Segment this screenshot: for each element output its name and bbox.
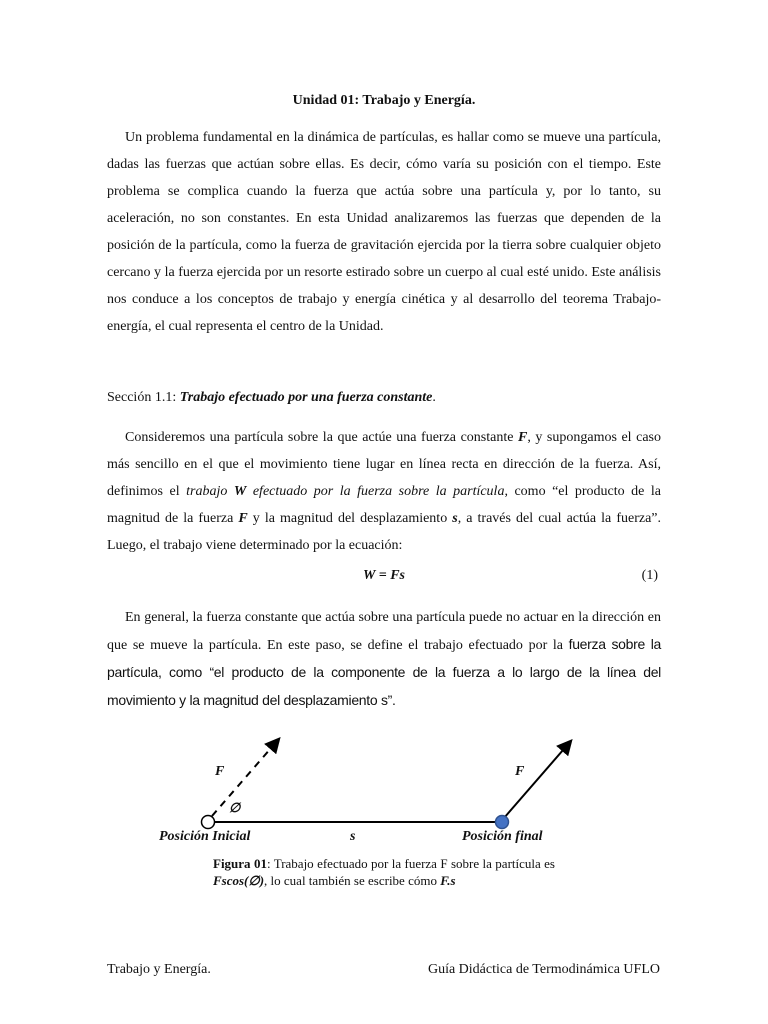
force-symbol: F [238, 511, 248, 526]
angle-label: ∅ [229, 800, 241, 815]
section-suffix: . [432, 390, 436, 405]
general-paragraph [107, 604, 661, 715]
work-symbol: W [233, 484, 247, 499]
text-segment: , a través del cual actúa la fuerza”. Luego, el trabajo viene determinado por la ecuación: [107, 511, 661, 553]
section-heading [107, 390, 436, 406]
displacement-symbol: s [452, 511, 458, 526]
footer-left: Trabajo y Energía. [107, 962, 211, 977]
force-symbol: F [517, 430, 528, 445]
text-segment: fuerza sobre la partícula, como “el producto de la componente de la fuerza a lo largo de la línea del movimiento y la magnitud del desplazamiento s”. [107, 636, 661, 708]
text-segment: y la magnitud del desplazamiento [247, 511, 453, 526]
force-label-right: F [515, 764, 525, 779]
section-prefix: Sección 1.1: [107, 390, 180, 405]
figure-caption [213, 855, 555, 889]
displacement-label: s [350, 829, 356, 844]
start-label: Posición Inicial [159, 829, 251, 844]
start-point [202, 816, 215, 829]
equation-number: (1) [641, 568, 658, 583]
end-point [496, 816, 509, 829]
end-label: Posición final [462, 829, 543, 844]
work-diagram [150, 730, 590, 860]
text-segment: En general, la fuerza constante que actúa sobre una partícula puede no actuar en la dirección en que se mueve la partícula. En este paso, se define el trabajo efectuado por la [107, 610, 661, 653]
text-segment: , como “el producto de la magnitud de la fuerza [107, 484, 661, 526]
section-title: Trabajo efectuado por una fuerza constante [179, 390, 433, 405]
definition-paragraph [107, 424, 661, 559]
text-segment: , y supongamos el caso más sencillo en el que el movimiento tiene lugar en línea recta en dirección de la fuerza. Así, definimos el [107, 430, 661, 499]
caption-text: , lo cual también se escribe cómo [264, 873, 441, 888]
caption-formula: Fscos(∅) [213, 873, 265, 888]
intro-text: Un problema fundamental en la dinámica de partículas, es hallar como se mueve una partícula, dadas las fuerzas que actúan sobre ellas. Es decir, cómo varía su posición con el tiempo. Este problema se complica cuando la fuerza que actúa sobre una partícula y, por lo tanto, su aceleración, no son constantes. En esta Unidad analizaremos las fuerzas que dependen de la posición de la partícula, como la fuerza de gravitación ejercida por la tierra sobre cualquier objeto cercano y la fuerza ejercida por un resorte estirado sobre un cuerpo al cual esté unido. Este análisis nos conduce a los conceptos de trabajo y energía cinética y al desarrollo del teorema Trabajo-energía, el cual representa el centro de la Unidad. [107, 130, 661, 334]
intro-paragraph [107, 124, 661, 340]
equation-work: W = Fs [363, 568, 405, 583]
text-segment: Consideremos una partícula sobre la que actúe una fuerza constante [125, 430, 518, 445]
text-italic: trabajo [186, 484, 234, 499]
footer-right: Guía Didáctica de Termodinámica UFLO [427, 962, 660, 977]
caption-label: Figura 01 [213, 856, 267, 871]
force-arrow [504, 742, 570, 818]
force-label-left: F [215, 764, 225, 779]
text-italic: efectuado por la fuerza sobre la partícula [246, 484, 505, 499]
caption-text: : Trabajo efectuado por la fuerza F sobre la partícula es [266, 856, 555, 871]
caption-formula: F.s [440, 873, 456, 888]
page-title: Unidad 01: Trabajo y Energía. [292, 93, 476, 108]
